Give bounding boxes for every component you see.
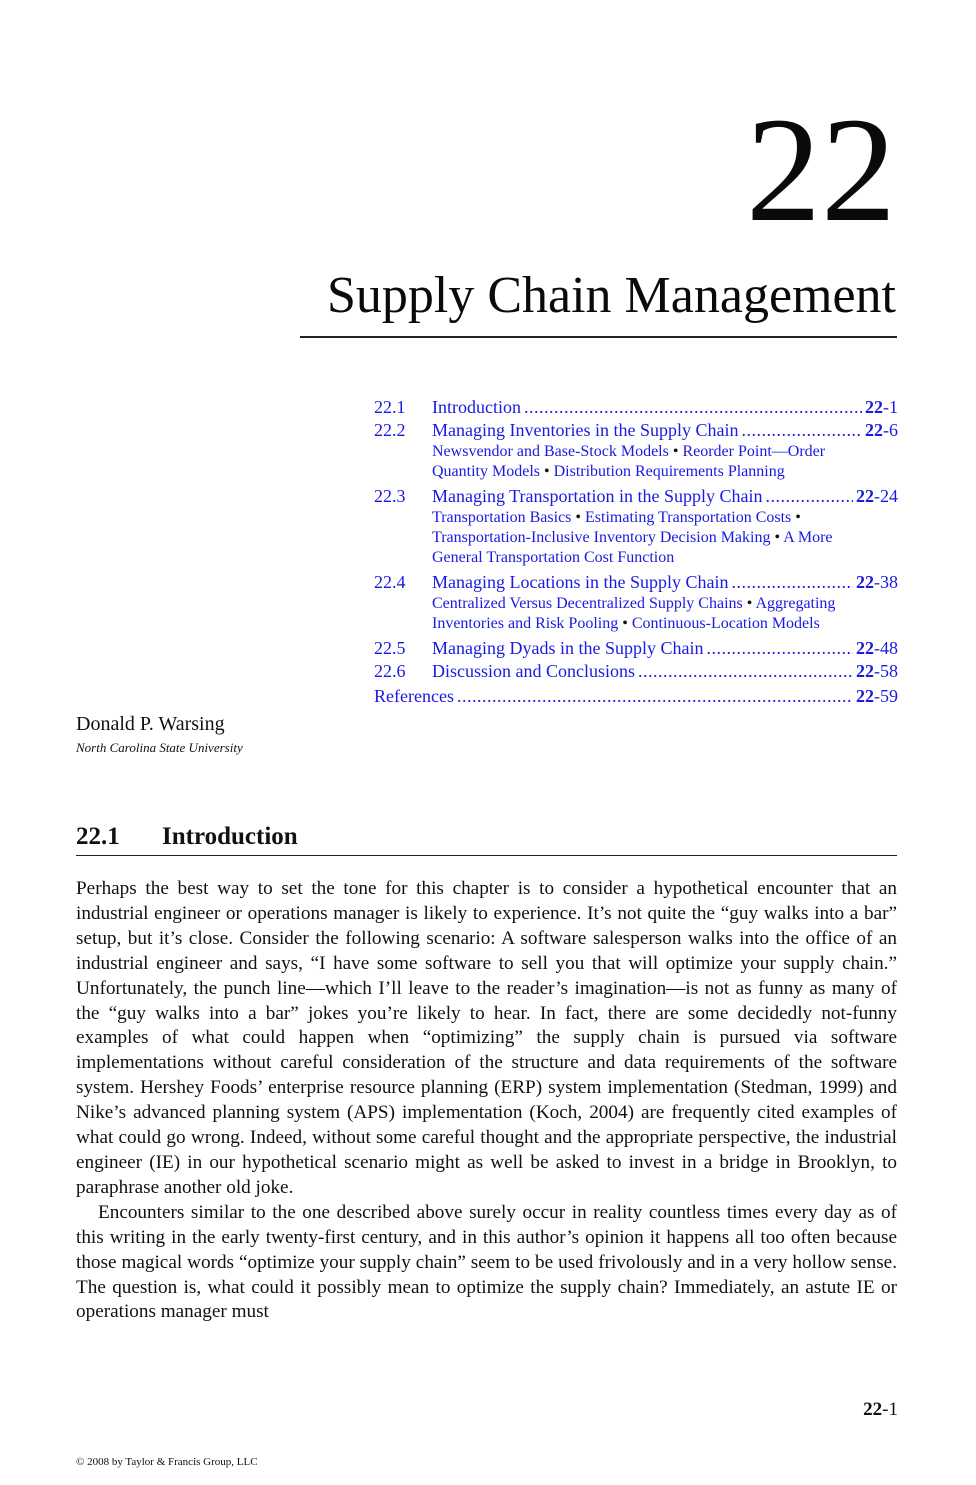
toc-subsection[interactable]: Newsvendor and Base-Stock Models [432,443,669,460]
toc-entry-title[interactable]: Discussion and Conclusions [432,661,636,681]
author-affiliation: North Carolina State University [76,740,243,755]
page-number: 22-1 [863,1399,898,1420]
toc-references[interactable] [374,685,898,708]
title-rule [300,336,897,338]
paragraph: Perhaps the best way to set the tone for this chapter is to consider a hypothetical encounter that an industrial engineer or operations manager is likely to experience. It’s not quite the “guy walks into a bar” setup, but it’s close. Consider the following scenario: A software salesperson walks into the office of an industrial engineer and says, “I have some software to sell you that will optimize your supply chain.” Unfortunately, the punch line—which I’ll leave to the reader’s imagination—is not as funny as many of the “guy walks into a bar” jokes you’re likely to hear. In fact, there are some decidedly not-funny examples of what could happen when “optimizing” the supply chain is pursued via software implementations without careful consideration of the structure and data requirements of the software system. Hershey Foods’ enterprise resource planning (ERP) system implementation (Stedman, 1999) and Nike’s advanced planning system (APS) implementation (Koch, 2004) are frequently cited examples of what could go wrong. Indeed, without some careful thought and the appropriate perspective, the industrial engineer (IE) in our hypothetical scenario might as well be asked to invest in a bridge in Brooklyn, to paraphrase another old joke. [76,878,897,1198]
toc-subsection[interactable]: Transportation Basics [432,509,572,526]
chapter-number: 22 [746,87,896,253]
toc-entry-number: 22.3 [374,486,406,506]
toc-entry-number: 22.1 [374,397,406,417]
bullet-separator: • [544,463,554,480]
toc-leader [741,419,862,442]
toc-entry-title[interactable]: Managing Transportation in the Supply Chain [432,486,763,506]
bullet-separator: • [795,509,801,526]
toc-entry-title[interactable]: Introduction [432,397,521,417]
toc-entry-title[interactable]: Managing Locations in the Supply Chain [432,572,729,592]
toc-subsection[interactable]: Centralized Versus Decentralized Supply Chains [432,595,743,612]
toc-references-title[interactable]: References [374,686,454,706]
toc-references-page[interactable]: 22-59 [856,686,898,706]
toc-subsection[interactable]: Distribution Requirements Planning [553,463,785,480]
toc-entry-title[interactable]: Managing Inventories in the Supply Chain [432,420,739,440]
bullet-separator: • [746,595,756,612]
toc-subsections [432,442,842,482]
toc-entry-number: 22.6 [374,661,406,681]
toc-entry-page[interactable]: 22-48 [856,638,898,658]
toc-subsection[interactable]: Aggregating Inventories and Risk Pooling [432,595,836,632]
author-name: Donald P. Warsing [76,713,225,735]
toc-entry-number: 22.5 [374,638,406,658]
toc-leader [706,637,853,660]
bullet-separator: • [622,615,632,632]
section-number: 22.1 [76,823,120,850]
toc-entry[interactable] [374,396,898,419]
toc-entry-page[interactable]: 22-38 [856,572,898,592]
body-text [76,877,897,1325]
bullet-separator: • [575,509,586,526]
table-of-contents [374,396,898,708]
toc-leader [766,485,854,508]
copyright-notice: © 2008 by Taylor & Francis Group, LLC [76,1456,258,1468]
toc-entry[interactable] [374,419,898,442]
chapter-title: Supply Chain Management [326,267,896,324]
toc-entry[interactable] [374,485,898,508]
toc-subsections [432,508,842,568]
toc-leader [731,571,853,594]
toc-leader [638,660,853,683]
toc-entry-number: 22.4 [374,572,406,592]
toc-subsection[interactable]: Estimating Transportation Costs [585,509,792,526]
paragraph: Encounters similar to the one described above surely occur in reality countless times every day as of this writing in the early twenty-first century, and in this author’s opinion it happens all too often because those magical words “optimize your supply chain” seem to be used frivolously and in a very hollow sense. The question is, what could it possibly mean to optimize the supply chain? Immediately, an astute IE or operations manager must [76,1201,897,1323]
toc-subsection[interactable]: Transportation-Inclusive Inventory Decision Making [432,529,771,546]
toc-entry[interactable] [374,571,898,594]
section-title: Introduction [162,823,298,850]
toc-entry-title[interactable]: Managing Dyads in the Supply Chain [432,638,704,658]
bullet-separator: • [672,443,683,460]
toc-entry[interactable] [374,660,898,683]
toc-entry-number: 22.2 [374,420,406,440]
toc-entry-page[interactable]: 22-6 [865,420,898,440]
toc-entry-page[interactable]: 22-58 [856,661,898,681]
toc-subsection[interactable]: A More General Transportation Cost Function [432,529,833,566]
toc-leader [457,685,853,708]
toc-subsection[interactable]: Reorder Point—Order Quantity Models [432,443,826,480]
toc-subsection[interactable]: Continuous-Location Models [631,615,820,632]
toc-entry-page[interactable]: 22-24 [856,486,898,506]
toc-leader [524,396,862,419]
toc-entry-page[interactable]: 22-1 [865,397,898,417]
section-heading [76,822,897,856]
toc-entry[interactable] [374,637,898,660]
toc-subsections [432,594,842,634]
bullet-separator: • [774,529,784,546]
